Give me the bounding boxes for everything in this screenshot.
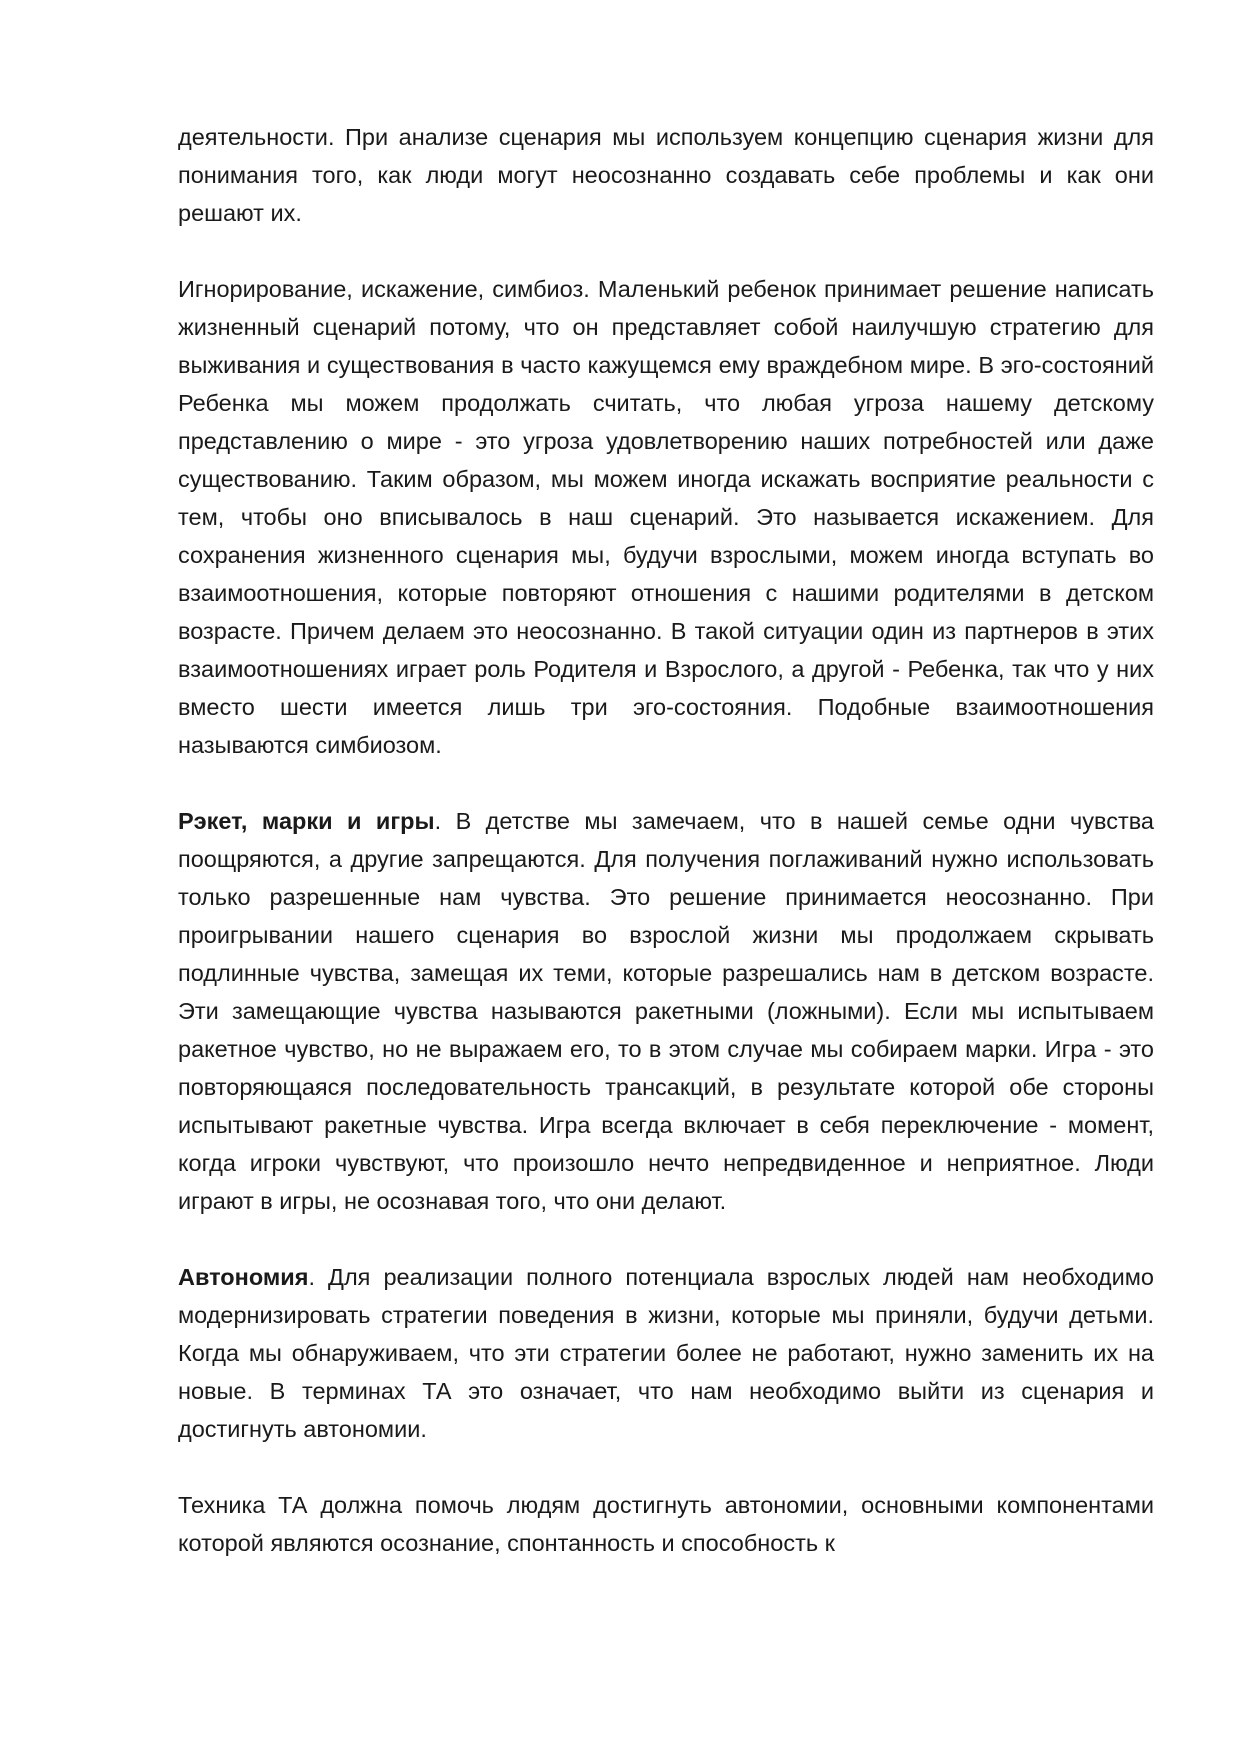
paragraph-5	[178, 1486, 1154, 1562]
page-body	[178, 118, 1154, 1562]
paragraph-3	[178, 802, 1154, 1220]
paragraph-heading: Автономия	[178, 1264, 309, 1290]
paragraph-1	[178, 118, 1154, 232]
paragraph-heading: Рэкет, марки и игры	[178, 808, 435, 834]
paragraph-text: Игнорирование, искажение, симбиоз. Маленький ребенок принимает решение написать жизненный сценарий потому, что он представляет собой наилучшую стратегию для выживания и существования в часто кажущемся ему враждебном мире. В эго-состояний Ребенка мы можем продолжать считать, что любая угроза нашему детскому представлению о мире - это угроза удовлетворению наших потребностей или даже существованию. Таким образом, мы можем иногда искажать восприятие реальности с тем, чтобы оно вписывалось в наш сценарий. Это называется искажением. Для сохранения жизненного сценария мы, будучи взрослыми, можем иногда вступать во взаимоотношения, которые повторяют отношения с нашими родителями в детском возрасте. Причем делаем это неосознанно. В такой ситуации один из партнеров в этих взаимоотношениях играет роль Родителя и Взрослого, а другой - Ребенка, так что у них вместо шести имеется лишь три эго-состояния. Подобные взаимоотношения называются симбиозом.	[178, 276, 1154, 758]
paragraph-text: деятельности. При анализе сценария мы используем концепцию сценария жизни для понимания того, как люди могут неосознанно создавать себе проблемы и как они решают их.	[178, 124, 1154, 226]
paragraph-text: . Для реализации полного потенциала взрослых людей нам необходимо модернизировать стратегии поведения в жизни, которые мы приняли, будучи детьми. Когда мы обнаруживаем, что эти стратегии более не работают, нужно заменить их на новые. В терминах ТА это означает, что нам необходимо выйти из сценария и достигнуть автономии.	[178, 1264, 1154, 1442]
paragraph-text: . В детстве мы замечаем, что в нашей семье одни чувства поощряются, а другие запрещаются. Для получения поглаживаний нужно использовать только разрешенные нам чувства. Это решение принимается неосознанно. При проигрывании нашего сценария во взрослой жизни мы продолжаем скрывать подлинные чувства, замещая их теми, которые разрешались нам в детском возрасте. Эти замещающие чувства называются ракетными (ложными). Если мы испытываем ракетное чувство, но не выражаем его, то в этом случае мы собираем марки. Игра - это повторяющаяся последовательность трансакций, в результате которой обе стороны испытывают ракетные чувства. Игра всегда включает в себя переключение - момент, когда игроки чувствуют, что произошло нечто непредвиденное и неприятное. Люди играют в игры, не осознавая того, что они делают.	[178, 808, 1155, 1214]
paragraph-text: Техника ТА должна помочь людям достигнуть автономии, основными компонентами которой являются осознание, спонтанность и способность к	[178, 1492, 1154, 1556]
paragraph-2	[178, 270, 1154, 764]
paragraph-4	[178, 1258, 1154, 1448]
